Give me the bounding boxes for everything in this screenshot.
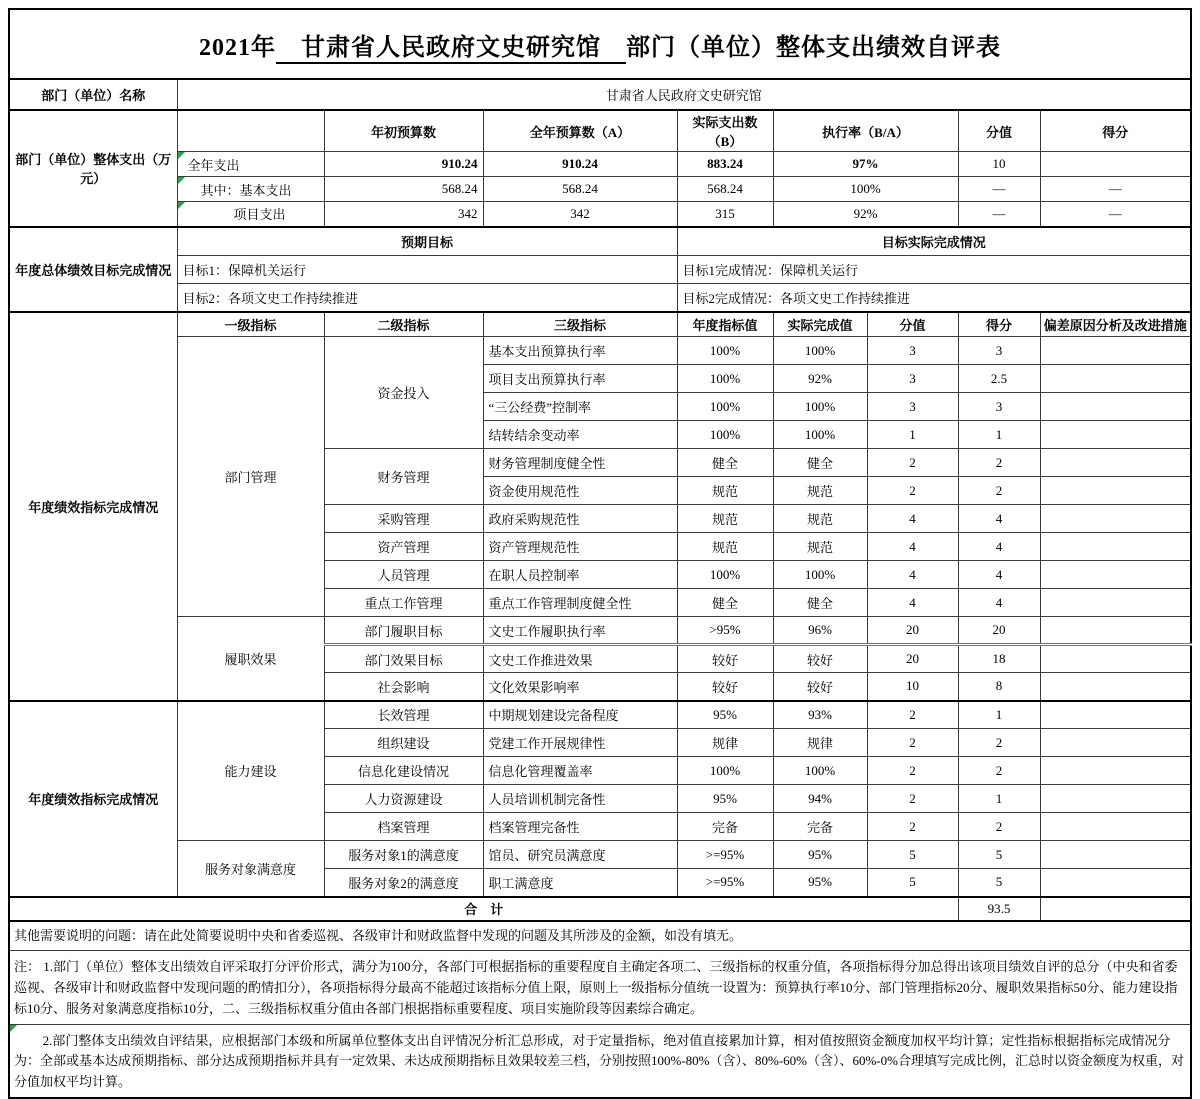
exp-initial: 910.24 bbox=[324, 152, 483, 177]
got-value: 8 bbox=[958, 673, 1040, 701]
col-score: 分值 bbox=[958, 110, 1040, 152]
deviation-cell bbox=[1040, 785, 1191, 813]
score-value: 4 bbox=[867, 589, 958, 617]
target-value: 规范 bbox=[677, 505, 773, 533]
target-value: 健全 bbox=[677, 449, 773, 477]
expected-goal-header: 预期目标 bbox=[177, 227, 677, 256]
got-value: 3 bbox=[958, 337, 1040, 365]
page-title bbox=[9, 9, 1191, 79]
total-deviation-cell bbox=[1040, 897, 1191, 921]
expenditure-header-empty bbox=[177, 110, 324, 152]
exp-initial: 342 bbox=[324, 202, 483, 227]
l3-indicator: 信息化管理覆盖率 bbox=[483, 757, 677, 785]
exp-row-label: 项目支出 bbox=[177, 202, 324, 227]
deviation-cell bbox=[1040, 561, 1191, 589]
title-year: 2021年 bbox=[199, 34, 276, 61]
actual-value: 95% bbox=[773, 869, 867, 897]
deviation-cell bbox=[1040, 813, 1191, 841]
got-value: 1 bbox=[958, 701, 1040, 729]
got-value: 5 bbox=[958, 869, 1040, 897]
excel-flag-icon bbox=[10, 1025, 17, 1032]
got-value: 2.5 bbox=[958, 365, 1040, 393]
total-score: 93.5 bbox=[958, 897, 1040, 921]
score-value: 3 bbox=[867, 337, 958, 365]
l2-archive-mgmt: 档案管理 bbox=[324, 813, 483, 841]
target-value: 规律 bbox=[677, 729, 773, 757]
deviation-cell bbox=[1040, 841, 1191, 869]
col-initial-budget: 年初预算数 bbox=[324, 110, 483, 152]
deviation-cell bbox=[1040, 729, 1191, 757]
got-value: 2 bbox=[958, 449, 1040, 477]
l2-service-obj2: 服务对象2的满意度 bbox=[324, 869, 483, 897]
l2-org-building: 组织建设 bbox=[324, 729, 483, 757]
actual-value: 100% bbox=[773, 421, 867, 449]
score-value: 2 bbox=[867, 701, 958, 729]
actual-value: 健全 bbox=[773, 449, 867, 477]
deviation-cell bbox=[1040, 589, 1191, 617]
actual-value: 93% bbox=[773, 701, 867, 729]
target-value: 95% bbox=[677, 701, 773, 729]
got-value: 2 bbox=[958, 477, 1040, 505]
got-value: 3 bbox=[958, 393, 1040, 421]
excel-flag-icon bbox=[178, 152, 185, 159]
exp-got: — bbox=[1040, 177, 1191, 202]
actual-value: 规范 bbox=[773, 533, 867, 561]
l2-key-work-mgmt: 重点工作管理 bbox=[324, 589, 483, 617]
l2-personnel-mgmt: 人员管理 bbox=[324, 561, 483, 589]
deviation-cell bbox=[1040, 421, 1191, 449]
exp-score: — bbox=[958, 202, 1040, 227]
got-value: 5 bbox=[958, 841, 1040, 869]
target-value: 规范 bbox=[677, 477, 773, 505]
l3-indicator: 档案管理完备性 bbox=[483, 813, 677, 841]
annual-goal-section-label: 年度总体绩效目标完成情况 bbox=[9, 227, 177, 312]
exp-score: — bbox=[958, 177, 1040, 202]
l3-indicator: 重点工作管理制度健全性 bbox=[483, 589, 677, 617]
col-l3: 三级指标 bbox=[483, 312, 677, 337]
l3-indicator: 基本支出预算执行率 bbox=[483, 337, 677, 365]
target-value: 健全 bbox=[677, 589, 773, 617]
l1-dept-mgmt: 部门管理 bbox=[177, 337, 324, 617]
exp-row-label: 其中：基本支出 bbox=[177, 177, 324, 202]
l2-informatization: 信息化建设情况 bbox=[324, 757, 483, 785]
score-value: 4 bbox=[867, 533, 958, 561]
l3-indicator: 职工满意度 bbox=[483, 869, 677, 897]
l2-duty-goal: 部门履职目标 bbox=[324, 617, 483, 645]
l3-indicator: 资金使用规范性 bbox=[483, 477, 677, 505]
actual-value: 100% bbox=[773, 337, 867, 365]
l1-duty-effect: 履职效果 bbox=[177, 617, 324, 701]
l3-indicator: 政府采购规范性 bbox=[483, 505, 677, 533]
title-form-name: 部门（单位）整体支出绩效自评表 bbox=[626, 34, 1001, 61]
goal-expected: 目标2：各项文史工作持续推进 bbox=[177, 284, 677, 312]
l3-indicator: 在职人员控制率 bbox=[483, 561, 677, 589]
l1-service-satisfaction: 服务对象满意度 bbox=[177, 841, 324, 897]
col-l2: 二级指标 bbox=[324, 312, 483, 337]
score-value: 5 bbox=[867, 841, 958, 869]
col-got2: 得分 bbox=[958, 312, 1040, 337]
l2-social-impact: 社会影响 bbox=[324, 673, 483, 701]
goal-actual: 目标2完成情况：各项文史工作持续推进 bbox=[677, 284, 1191, 312]
got-value: 18 bbox=[958, 645, 1040, 673]
target-value: >=95% bbox=[677, 869, 773, 897]
actual-value: 100% bbox=[773, 757, 867, 785]
excel-flag-icon bbox=[178, 177, 185, 184]
exp-rate: 92% bbox=[773, 202, 958, 227]
exp-initial: 568.24 bbox=[324, 177, 483, 202]
self-evaluation-table bbox=[8, 8, 1192, 1099]
expenditure-section-label: 部门（单位）整体支出（万元） bbox=[9, 110, 177, 227]
goal-actual: 目标1完成情况：保障机关运行 bbox=[677, 256, 1191, 284]
score-value: 3 bbox=[867, 365, 958, 393]
score-value: 2 bbox=[867, 449, 958, 477]
got-value: 20 bbox=[958, 617, 1040, 645]
actual-value: 94% bbox=[773, 785, 867, 813]
col-actual-value: 实际完成值 bbox=[773, 312, 867, 337]
deviation-cell bbox=[1040, 645, 1191, 673]
got-value: 2 bbox=[958, 813, 1040, 841]
target-value: 规范 bbox=[677, 533, 773, 561]
l2-service-obj1: 服务对象1的满意度 bbox=[324, 841, 483, 869]
excel-flag-icon bbox=[178, 202, 185, 209]
dept-name-label: 部门（单位）名称 bbox=[9, 79, 177, 110]
other-issues-note: 其他需要说明的问题：请在此处简要说明中央和省委巡视、各级审计和财政监督中发现的问题及其所涉及的金额，如没有填无。 bbox=[9, 921, 1191, 951]
target-value: 较好 bbox=[677, 645, 773, 673]
score-value: 2 bbox=[867, 477, 958, 505]
actual-value: 较好 bbox=[773, 673, 867, 701]
l2-effect-goal: 部门效果目标 bbox=[324, 645, 483, 673]
actual-value: 100% bbox=[773, 561, 867, 589]
footnote-2: 2.部门整体支出绩效自评结果，应根据部门本级和所属单位整体支出自评情况分析汇总形成，对于定量指标，绝对值直接累加计算，相对值按照资金额度加权平均计算；定性指标根据指标完成情况分为：全部或基本达成预期指标、部分达成预期指标并具有一定效果、未达成预期指标且效果较差三档，分别按照100%-80%（含）、80%-60%（含）、60%-0%合理填写完成比例，汇总时以资金额度为权重，对分值加权平均计算。 bbox=[9, 1024, 1191, 1098]
deviation-cell bbox=[1040, 505, 1191, 533]
l3-indicator: 中期规划建设完备程度 bbox=[483, 701, 677, 729]
l3-indicator: 财务管理制度健全性 bbox=[483, 449, 677, 477]
deviation-cell bbox=[1040, 365, 1191, 393]
target-value: 95% bbox=[677, 785, 773, 813]
exp-score: 10 bbox=[958, 152, 1040, 177]
col-execution-rate: 执行率（B/A） bbox=[773, 110, 958, 152]
score-value: 10 bbox=[867, 673, 958, 701]
exp-got bbox=[1040, 152, 1191, 177]
deviation-cell bbox=[1040, 701, 1191, 729]
actual-value: 100% bbox=[773, 393, 867, 421]
col-got: 得分 bbox=[1040, 110, 1191, 152]
col-annual-budget: 全年预算数（A） bbox=[483, 110, 677, 152]
l2-long-term-mgmt: 长效管理 bbox=[324, 701, 483, 729]
dept-name-value: 甘肃省人民政府文史研究馆 bbox=[177, 79, 1191, 110]
got-value: 4 bbox=[958, 589, 1040, 617]
deviation-cell bbox=[1040, 673, 1191, 701]
got-value: 2 bbox=[958, 757, 1040, 785]
l2-fund-input: 资金投入 bbox=[324, 337, 483, 449]
exp-annual: 910.24 bbox=[483, 152, 677, 177]
l3-indicator: 党建工作开展规律性 bbox=[483, 729, 677, 757]
l1-capacity-building: 能力建设 bbox=[177, 701, 324, 841]
actual-value: 完备 bbox=[773, 813, 867, 841]
got-value: 4 bbox=[958, 505, 1040, 533]
got-value: 1 bbox=[958, 421, 1040, 449]
l2-procurement: 采购管理 bbox=[324, 505, 483, 533]
col-score2: 分值 bbox=[867, 312, 958, 337]
l3-indicator: 文史工作履职执行率 bbox=[483, 617, 677, 645]
title-unit-underlined: 甘肃省人民政府文史研究馆 bbox=[276, 34, 626, 61]
score-value: 1 bbox=[867, 421, 958, 449]
actual-value: 较好 bbox=[773, 645, 867, 673]
l2-asset-mgmt: 资产管理 bbox=[324, 533, 483, 561]
actual-value: 92% bbox=[773, 365, 867, 393]
col-target: 年度指标值 bbox=[677, 312, 773, 337]
score-value: 2 bbox=[867, 757, 958, 785]
exp-rate: 97% bbox=[773, 152, 958, 177]
target-value: 完备 bbox=[677, 813, 773, 841]
got-value: 1 bbox=[958, 785, 1040, 813]
exp-annual: 342 bbox=[483, 202, 677, 227]
total-label: 合 计 bbox=[9, 897, 958, 921]
target-value: 100% bbox=[677, 561, 773, 589]
target-value: 100% bbox=[677, 337, 773, 365]
target-value: 较好 bbox=[677, 673, 773, 701]
score-value: 20 bbox=[867, 645, 958, 673]
got-value: 4 bbox=[958, 533, 1040, 561]
l3-indicator: 文化效果影响率 bbox=[483, 673, 677, 701]
actual-value: 95% bbox=[773, 841, 867, 869]
exp-actual: 883.24 bbox=[677, 152, 773, 177]
score-value: 5 bbox=[867, 869, 958, 897]
goal-expected: 目标1：保障机关运行 bbox=[177, 256, 677, 284]
score-value: 3 bbox=[867, 393, 958, 421]
l2-finance-mgmt: 财务管理 bbox=[324, 449, 483, 505]
col-actual-spend: 实际支出数（B） bbox=[677, 110, 773, 152]
col-l1: 一级指标 bbox=[177, 312, 324, 337]
l3-indicator: 人员培训机制完备性 bbox=[483, 785, 677, 813]
got-value: 4 bbox=[958, 561, 1040, 589]
exp-rate: 100% bbox=[773, 177, 958, 202]
exp-got: — bbox=[1040, 202, 1191, 227]
score-value: 2 bbox=[867, 729, 958, 757]
target-value: 100% bbox=[677, 365, 773, 393]
l3-indicator: “三公经费”控制率 bbox=[483, 393, 677, 421]
l3-indicator: 项目支出预算执行率 bbox=[483, 365, 677, 393]
target-value: 100% bbox=[677, 393, 773, 421]
goal-actual-header: 目标实际完成情况 bbox=[677, 227, 1191, 256]
actual-value: 96% bbox=[773, 617, 867, 645]
indicator-section-label-2: 年度绩效指标完成情况 bbox=[9, 701, 177, 897]
deviation-cell bbox=[1040, 477, 1191, 505]
l3-indicator: 文史工作推进效果 bbox=[483, 645, 677, 673]
l3-indicator: 馆员、研究员满意度 bbox=[483, 841, 677, 869]
deviation-cell bbox=[1040, 393, 1191, 421]
target-value: 100% bbox=[677, 757, 773, 785]
exp-actual: 568.24 bbox=[677, 177, 773, 202]
exp-annual: 568.24 bbox=[483, 177, 677, 202]
deviation-cell bbox=[1040, 757, 1191, 785]
actual-value: 规律 bbox=[773, 729, 867, 757]
score-value: 20 bbox=[867, 617, 958, 645]
deviation-cell bbox=[1040, 869, 1191, 897]
col-deviation: 偏差原因分析及改进措施 bbox=[1040, 312, 1191, 337]
deviation-cell bbox=[1040, 337, 1191, 365]
target-value: 100% bbox=[677, 421, 773, 449]
l3-indicator: 结转结余变动率 bbox=[483, 421, 677, 449]
target-value: >=95% bbox=[677, 841, 773, 869]
score-value: 4 bbox=[867, 505, 958, 533]
actual-value: 健全 bbox=[773, 589, 867, 617]
deviation-cell bbox=[1040, 449, 1191, 477]
exp-row-label: 全年支出 bbox=[177, 152, 324, 177]
target-value: >95% bbox=[677, 617, 773, 645]
exp-actual: 315 bbox=[677, 202, 773, 227]
score-value: 4 bbox=[867, 561, 958, 589]
actual-value: 规范 bbox=[773, 505, 867, 533]
l3-indicator: 资产管理规范性 bbox=[483, 533, 677, 561]
got-value: 2 bbox=[958, 729, 1040, 757]
score-value: 2 bbox=[867, 785, 958, 813]
indicator-section-label: 年度绩效指标完成情况 bbox=[9, 312, 177, 701]
actual-value: 规范 bbox=[773, 477, 867, 505]
deviation-cell bbox=[1040, 533, 1191, 561]
deviation-cell bbox=[1040, 617, 1191, 645]
score-value: 2 bbox=[867, 813, 958, 841]
footnote-1: 注： 1.部门（单位）整体支出绩效自评采取打分评价形式，满分为100分，各部门可根据指标的重要程度自主确定各项二、三级指标的权重分值，各项指标得分加总得出该项目绩效自评的总分（中央和省委巡视、各级审计和财政监督中发现问题的酌情扣分），各项指标得分最高不能超过该指标分值上限，原则上一级指标分值统一设置为：预算执行率10分、部门管理指标20分、履职效果指标50分、能力建设指标10分、服务对象满意度指标10分，二、三级指标权重分值由各部门根据指标重要程度、项目实施阶段等因素综合确定。 bbox=[9, 951, 1191, 1024]
l2-hr-building: 人力资源建设 bbox=[324, 785, 483, 813]
